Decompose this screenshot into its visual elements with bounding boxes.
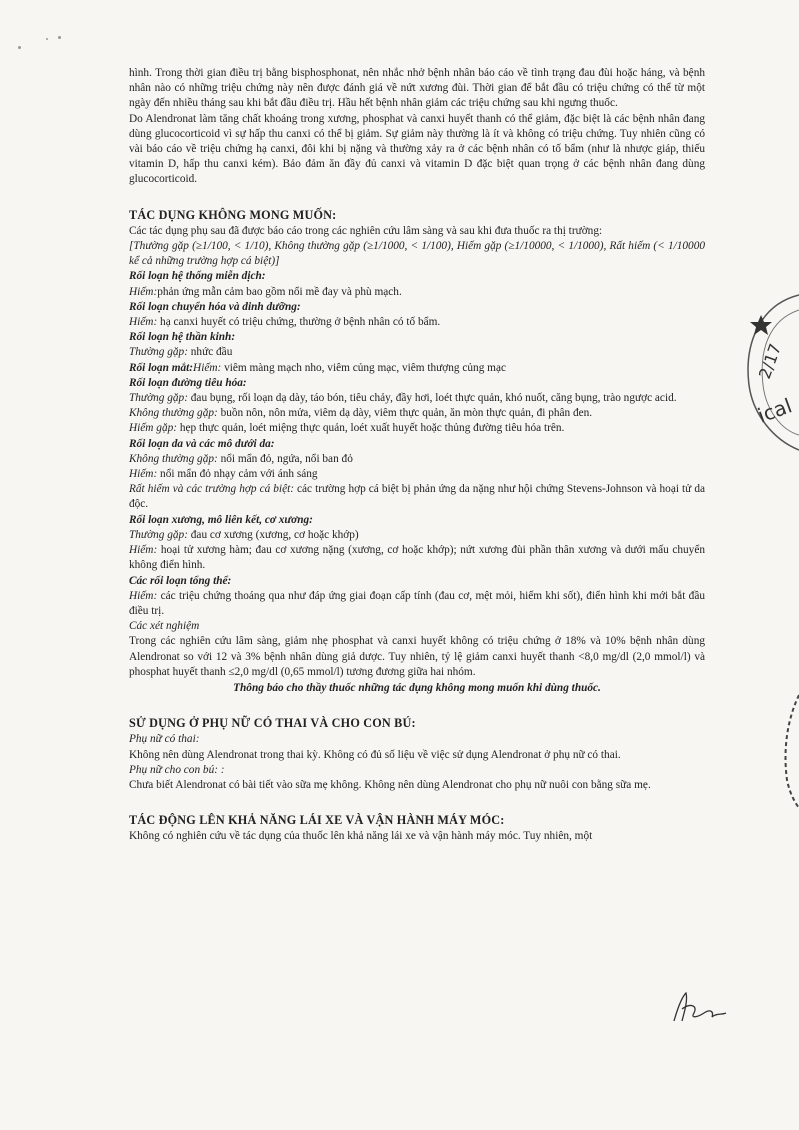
list-item (129, 421, 705, 436)
stamp-seal-image (739, 285, 799, 455)
item-text: đau cơ xương (xương, cơ hoặc khớp) (187, 528, 359, 541)
subheading: Rối loạn xương, mô liên kết, cơ xương: (129, 513, 313, 526)
subheading: Các rối loạn tổng thể: (129, 574, 232, 587)
item-text: buồn nôn, nôn mửa, viêm dạ dày, viêm thực quản, ăn mòn thực quản, đi phân đen. (217, 407, 593, 420)
svg-text:ical: ical (754, 393, 796, 428)
section-heading-pregnancy: SỬ DỤNG Ở PHỤ NỮ CÓ THAI VÀ CHO CON BÚ: (129, 716, 416, 731)
svg-text:2/17: 2/17 (754, 341, 786, 382)
signature-image (668, 987, 728, 1027)
stamp-edge-image (779, 690, 799, 810)
subheading: Các xét nghiệm (129, 620, 200, 633)
frequency-label: Hiếm: (129, 316, 158, 329)
speck (46, 38, 48, 40)
frequency-label: Thường gặp: (129, 528, 188, 541)
item-text: các triệu chứng thoáng qua như đáp ứng giai đoạn cấp tính (đau cơ, mệt mỏi, hiếm khi sốt), điển hình khi mới bắt đầu điều trị. (129, 589, 705, 617)
list-item (129, 406, 705, 421)
item-text: đau bụng, rối loạn dạ dày, táo bón, tiêu chảy, đầy hơi, loét thực quản, khó nuốt, căng bụng, trào ngược acid. (187, 392, 677, 405)
item-text: hẹp thực quản, loét miệng thực quản, loét xuất huyết hoặc thủng đường tiêu hóa trên. (177, 422, 565, 435)
frequency-label: Hiếm: (129, 589, 158, 602)
notice-text: Thông báo cho thầy thuốc những tác dụng không mong muốn khi dùng thuốc. (233, 681, 601, 694)
frequency-label: Hiếm: (129, 544, 158, 557)
paragraph: Chưa biết Alendronat có bài tiết vào sữa mẹ không. Không nên dùng Alendronat cho phụ nữ nuôi con bằng sữa mẹ. (129, 778, 651, 791)
list-item (129, 391, 705, 406)
document-body (129, 66, 705, 845)
subheading: Rối loạn hệ thống miễn dịch: (129, 270, 266, 283)
item-text: các trường hợp cá biệt bị phản ứng da nặng như hội chứng Stevens-Johnson và hoại tử da độc. (129, 483, 705, 511)
list-item (129, 589, 705, 619)
frequency-label: Thường gặp: (129, 392, 188, 405)
paragraph: Do Alendronat làm tăng chất khoáng trong xương, phosphat và canxi huyết thanh có thể giảm, đặc biệt là các bệnh nhân đang dùng glucocorticoid vì sự hấp thu canxi có thể bị giảm. Sự giảm này thường là ít và không có triệu chứng. Tuy nhiên cũng có vài báo cáo về triệu chứng hạ canxi, đôi khi bị nặng và thường xảy ra ở các bệnh nhân có tố bẩm (như là nhược giáp, thiếu vitamin D, hấp thu canxi kém). Bảo đảm ăn đầy đủ canxi và vitamin D đặc biệt quan trọng ở các bệnh nhân đang dùng glucocorticoid. (129, 112, 705, 186)
subheading: Rối loạn da và các mô dưới da: (129, 437, 275, 450)
speck (58, 36, 61, 39)
item-text: hoại tử xương hàm; đau cơ xương nặng (xương, cơ hoặc khớp); nứt xương đùi phần thân xương và dưới mấu chuyển không điển hình. (129, 544, 705, 572)
subheading: Rối loạn mắt: (129, 361, 194, 374)
frequency-label: Hiếm: (129, 468, 158, 481)
subheading: Phụ nữ có thai: (129, 733, 200, 746)
subheading: Rối loạn chuyển hóa và dinh dưỡng: (129, 300, 301, 313)
frequency-label: Hiếm: (193, 361, 222, 374)
item-text: viêm màng mạch nho, viêm củng mạc, viêm thượng củng mạc (221, 361, 506, 374)
list-item (129, 345, 705, 360)
subheading: Phụ nữ cho con bú: : (129, 763, 225, 776)
item-text: nổi mẩn đỏ, ngứa, nổi ban đỏ (217, 452, 353, 465)
frequency-label: Thường gặp: (129, 346, 188, 359)
frequency-legend: [Thường gặp (≥1/100, < 1/10), Không thường gặp (≥1/1000, < 1/100), Hiếm gặp (≥1/10000, < 1/1000), Rất hiếm (< 1/10000 kể cả những trường hợp cá biệt)] (129, 240, 705, 268)
paragraph: hình. Trong thời gian điều trị bằng bisphosphonat, nên nhắc nhở bệnh nhân báo cáo về tình trạng đau đùi hoặc háng, và bệnh nhân nào có những triệu chứng này nên được đánh giá về nứt xương đùi. Thời gian để bắt đầu có triệu chứng có thể từ một ngày đến nhiều tháng sau khi bắt đầu điều trị. Hầu hết bệnh nhân giảm các triệu chứng sau khi ngưng thuốc. (129, 67, 705, 110)
list-item (129, 452, 705, 467)
item-text: hạ canxi huyết có triệu chứng, thường ở bệnh nhân có tố bẩm. (157, 316, 441, 329)
frequency-label: Hiếm gặp: (129, 422, 178, 435)
frequency-label: Không thường gặp: (129, 452, 218, 465)
subheading: Rối loạn hệ thần kinh: (129, 331, 236, 344)
paragraph: Không có nghiên cứu về tác dụng của thuốc lên khả năng lái xe và vận hành máy móc. Tuy nhiên, một (129, 830, 593, 843)
list-item (129, 528, 705, 543)
section-heading-adverse: TÁC DỤNG KHÔNG MONG MUỐN: (129, 207, 337, 222)
item-text: phản ứng mẫn cảm bao gồm nổi mề đay và phù mạch. (157, 285, 402, 298)
list-item (129, 543, 705, 573)
list-item (129, 285, 705, 300)
list-item (129, 315, 705, 330)
item-text: nhức đầu (187, 346, 233, 359)
paragraph: Trong các nghiên cứu lâm sàng, giảm nhẹ phosphat và canxi huyết không có triệu chứng ở 18% và 10% bệnh nhân dùng Alendronat so với 12 và 3% bệnh nhân dùng giả dược. Tuy nhiên, tỷ lệ giảm canxi huyết thanh <8,0 mg/dl (2,0 mmol/l) và phosphat huyết thanh ≤2,0 mg/dl (0,65 mmol/l) tương đương giữa hai nhóm. (129, 635, 705, 678)
frequency-label: Hiếm: (129, 285, 158, 298)
speck (18, 46, 21, 49)
item-text: nổi mẩn đỏ nhạy cảm với ánh sáng (157, 468, 318, 481)
list-item (129, 467, 705, 482)
subheading: Rối loạn đường tiêu hóa: (129, 376, 247, 389)
section-heading-driving: TÁC ĐỘNG LÊN KHẢ NĂNG LÁI XE VÀ VẬN HÀNH MÁY MÓC: (129, 813, 505, 828)
list-item (129, 482, 705, 512)
frequency-label: Rất hiếm và các trường hợp cá biệt: (129, 483, 294, 496)
list-item (129, 361, 705, 376)
paragraph: Các tác dụng phụ sau đã được báo cáo trong các nghiên cứu lâm sàng và sau khi đưa thuốc ra thị trường: (129, 224, 603, 237)
frequency-label: Không thường gặp: (129, 407, 218, 420)
paragraph: Không nên dùng Alendronat trong thai kỳ. Không có đủ số liệu về việc sử dụng Alendronat ở phụ nữ có thai. (129, 748, 621, 761)
